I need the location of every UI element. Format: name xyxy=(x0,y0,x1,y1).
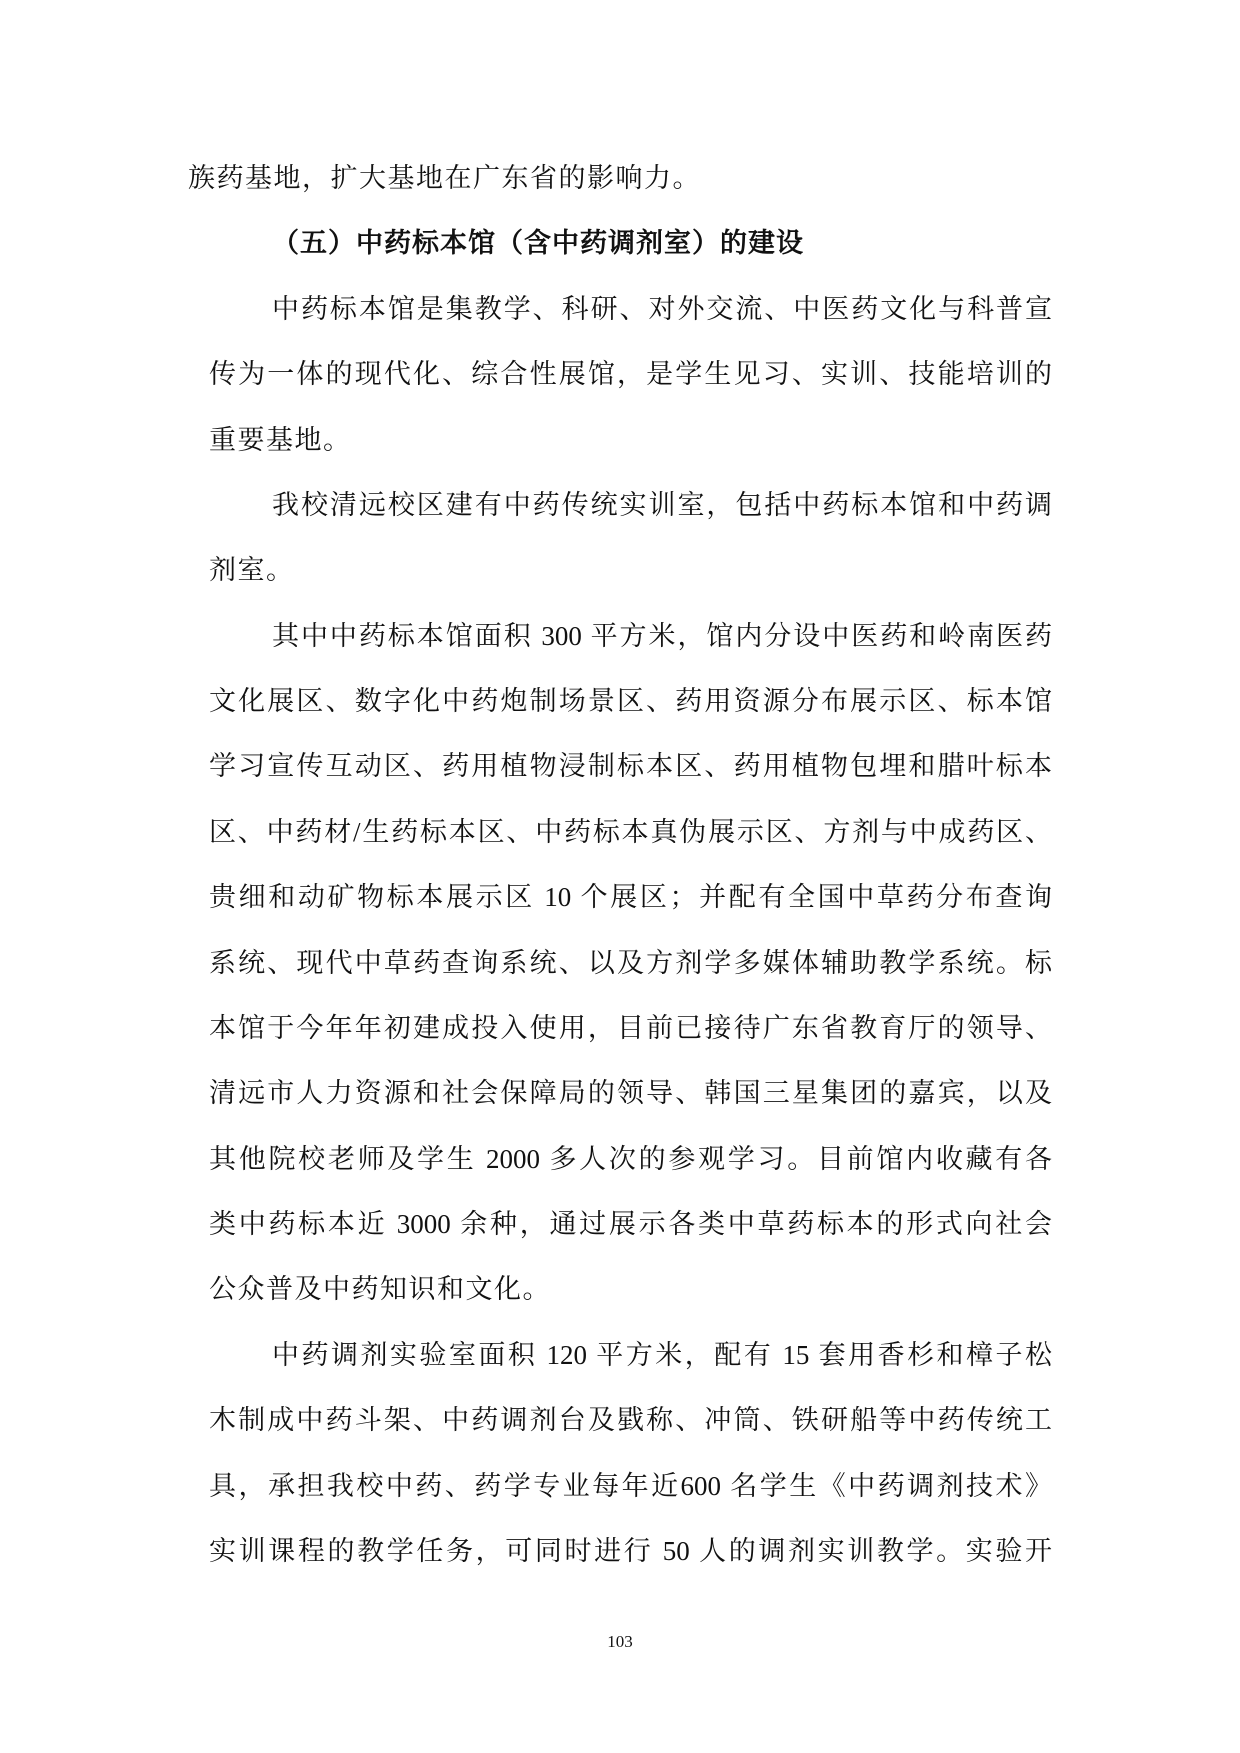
paragraph-line: 系统、现代中草药查询系统、以及方剂学多媒体辅助教学系统。标 xyxy=(209,947,1052,978)
paragraph-line: 木制成中药斗架、中药调剂台及戥称、冲筒、铁研船等中药传统工 xyxy=(209,1405,1052,1436)
paragraph-line: 具，承担我校中药、药学专业每年近600 名学生《中药调剂技术》 xyxy=(209,1470,1052,1501)
paragraph-line: 传为一体的现代化、综合性展馆，是学生见习、实训、技能培训的 xyxy=(209,359,1052,390)
paragraph-line: 实训课程的教学任务，可同时进行 50 人的调剂实训教学。实验开 xyxy=(209,1535,1052,1566)
paragraph-line: 贵细和动矿物标本展示区 10 个展区；并配有全国中草药分布查询 xyxy=(209,882,1052,913)
paragraph-line: 重要基地。 xyxy=(209,424,352,455)
paragraph-line: 本馆于今年年初建成投入使用，目前已接待广东省教育厅的领导、 xyxy=(209,1012,1052,1043)
paragraph-3 xyxy=(209,604,1052,1323)
paragraph-line: 区、中药材/生药标本区、中药标本真伪展示区、方剂与中成药区、 xyxy=(209,816,1052,847)
document-body xyxy=(188,146,1052,1584)
paragraph-line: 类中药标本近 3000 余种，通过展示各类中草药标本的形式向社会 xyxy=(209,1209,1052,1239)
section-heading: （五）中药标本馆（含中药调剂室）的建设 xyxy=(272,228,804,259)
paragraph-1 xyxy=(209,277,1052,473)
paragraph-line: 中药标本馆是集教学、科研、对外交流、中医药文化与科普宣 xyxy=(272,293,1052,324)
paragraph-line: 学习宣传互动区、药用植物浸制标本区、药用植物包埋和腊叶标本 xyxy=(209,751,1052,782)
paragraph-line: 公众普及中药知识和文化。 xyxy=(209,1274,551,1305)
page-number: 103 xyxy=(607,1632,633,1651)
paragraph-4 xyxy=(209,1323,1052,1585)
paragraph-line: 文化展区、数字化中药炮制场景区、药用资源分布展示区、标本馆 xyxy=(209,686,1052,716)
paragraph-line: 剂室。 xyxy=(209,555,295,586)
paragraph-line: 其中中药标本馆面积 300 平方米，馆内分设中医药和岭南医药 xyxy=(272,620,1052,651)
paragraph-2 xyxy=(209,473,1052,604)
paragraph-line: 清远市人力资源和社会保障局的领导、韩国三星集团的嘉宾，以及 xyxy=(209,1078,1052,1109)
paragraph-line: 其他院校老师及学生 2000 多人次的参观学习。目前馆内收藏有各 xyxy=(209,1143,1052,1174)
continuation-line: 族药基地，扩大基地在广东省的影响力。 xyxy=(188,163,701,193)
paragraph-line: 我校清远校区建有中药传统实训室，包括中药标本馆和中药调 xyxy=(272,489,1052,520)
paragraph-line: 中药调剂实验室面积 120 平方米，配有 15 套用香杉和樟子松 xyxy=(272,1339,1052,1370)
